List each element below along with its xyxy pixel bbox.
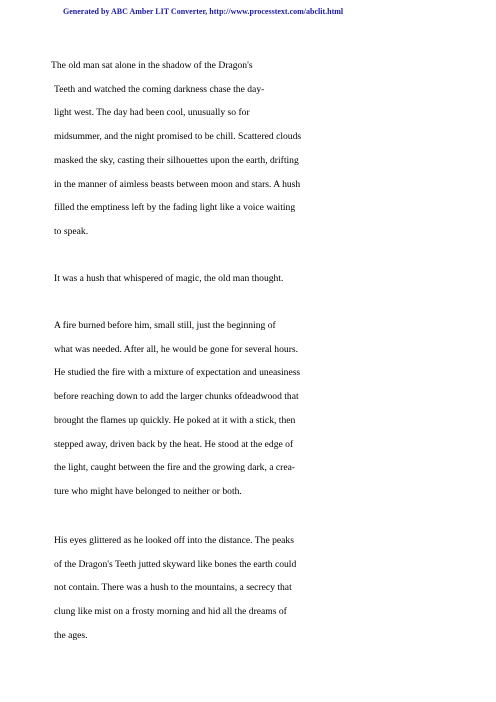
text-line: Teeth and watched the coming darkness chase the day- xyxy=(54,83,265,95)
text-line: light west. The day had been cool, unusually so for xyxy=(54,107,250,119)
text-line: the ages. xyxy=(54,629,88,641)
text-line: A fire burned before him, small still, just the beginning of xyxy=(54,320,276,331)
text-line: His eyes glittered as he looked off into the distance. The peaks xyxy=(54,535,294,546)
text-line: in the manner of aimless beasts between moon and stars. A hush xyxy=(54,178,301,190)
text-line: It was a hush that whispered of magic, the old man thought. xyxy=(54,273,284,284)
text-line: midsummer, and the night promised to be chill. Scattered clouds xyxy=(54,131,302,143)
text-line: of the Dragon's Teeth jutted skyward like bones the earth could xyxy=(54,558,297,570)
text-line: stepped away, driven back by the heat. He stood at the edge of xyxy=(54,438,294,450)
text-line: The old man sat alone in the shadow of the Dragon's xyxy=(51,60,253,71)
text-line: before reaching down to add the larger chunks ofdeadwood that xyxy=(54,391,299,403)
converter-banner: Generated by ABC Amber LIT Converter, http://www.processtext.com/abclit.html xyxy=(63,7,344,16)
text-line: masked the sky, casting their silhouettes upon the earth, drifting xyxy=(54,154,299,166)
text-line: clung like mist on a frosty morning and hid all the dreams of xyxy=(54,606,287,618)
text-line: filled the emptiness left by the fading light like a voice waiting xyxy=(54,202,296,214)
text-line: to speak. xyxy=(54,225,89,237)
text-line: He studied the fire with a mixture of expectation and uneasiness xyxy=(54,367,301,379)
text-line: brought the flames up quickly. He poked at it with a stick, then xyxy=(54,414,296,426)
text-line: what was needed. After all, he would be gone for several hours. xyxy=(54,343,299,355)
text-line: ture who might have belonged to neither or both. xyxy=(54,485,242,497)
text-line: not contain. There was a hush to the mountains, a secrecy that xyxy=(54,582,292,594)
text-line: the light, caught between the fire and the growing dark, a crea- xyxy=(54,462,296,474)
